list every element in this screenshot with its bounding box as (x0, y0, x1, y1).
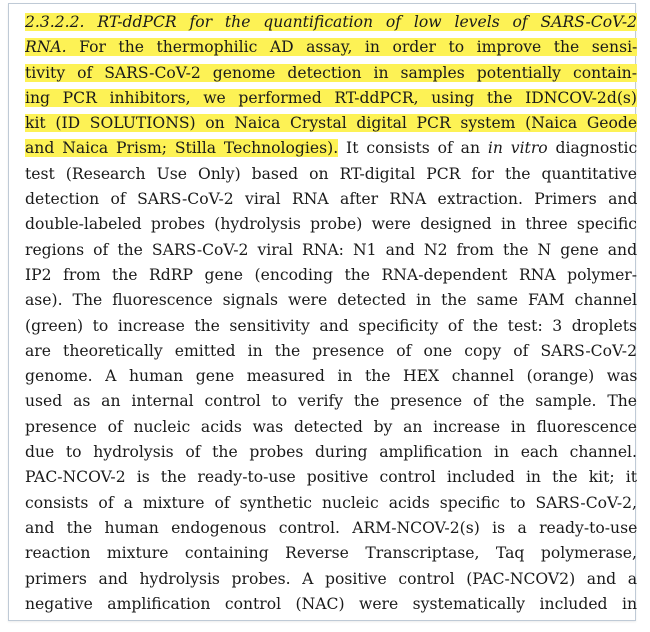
highlighted-text: 2.3.2.2. RT-ddPCR for the quantification of low levels of SARS-CoV-2 (25, 13, 637, 31)
text-run: genome. A human gene measured in the HEX channel (orange) was (25, 367, 637, 386)
text-line (25, 567, 637, 592)
text-run: due to hydrolysis of the probes during amplification in each channel. (25, 443, 637, 462)
text-run: regions of the SARS-CoV-2 viral RNA: N1 and N2 from the N gene and (25, 240, 637, 259)
text-run: test (Research Use Only) based on RT-digital PCR for the quantitative (25, 164, 637, 183)
text-run: are theoretically emitted in the presence of one copy of SARS-CoV-2 (25, 341, 637, 360)
highlighted-text: tivity of SARS-CoV-2 genome detection in samples potentially contain- (25, 63, 637, 82)
text-line (25, 339, 637, 364)
text-line (25, 440, 637, 465)
text-line (25, 389, 637, 414)
text-run: (green) to increase the sensitivity and specificity of the test: 3 droplets (25, 316, 637, 335)
text-run: ase). The fluorescence signals were detected in the same FAM channel (25, 291, 637, 310)
highlighted-text: ing PCR inhibitors, we performed RT-ddPCR, using the IDNCOV-2d(s) (25, 88, 637, 107)
text-line (25, 592, 637, 617)
text-line (25, 415, 637, 440)
text-run: consists of a mixture of synthetic nucleic acids specific to SARS-CoV-2, (25, 493, 637, 512)
text-line (25, 288, 637, 313)
text-line (25, 187, 637, 212)
text-line (25, 314, 637, 339)
text-line (25, 465, 637, 490)
text-run: double-labeled probes (hydrolysis probe) were designed in three specific (25, 215, 637, 234)
text-line (25, 238, 637, 263)
text-line (25, 263, 637, 288)
text-run: It consists of an (338, 139, 488, 158)
highlighted-text: and Naica Prism; Stilla Technologies). (25, 139, 339, 158)
document-page (8, 3, 636, 621)
text-line (25, 541, 637, 566)
text-run: reaction mixture containing Reverse Transcriptase, Taq polymerase, (25, 544, 637, 563)
document-text-block (25, 10, 637, 617)
text-run: primers and hydrolysis probes. A positive control (PAC-NCOV2) and a (25, 569, 637, 588)
italic-text: in vitro (487, 139, 548, 158)
text-run: IP2 from the RdRP gene (encoding the RNA-dependent RNA polymer- (25, 265, 637, 284)
text-line (25, 35, 637, 60)
highlighted-text: kit (ID SOLUTIONS) on Naica Crystal digital PCR system (Naica Geode (25, 114, 637, 133)
text-run: and the human endogenous control. ARM-NCOV-2(s) is a ready-to-use (25, 518, 637, 537)
text-line (25, 364, 637, 389)
section-heading-line (25, 10, 637, 35)
text-line (25, 516, 637, 541)
text-line (25, 86, 637, 111)
text-run: diagnostic (547, 139, 637, 158)
text-run: PAC-NCOV-2 is the ready-to-use positive control included in the kit; it (25, 468, 637, 487)
text-line (25, 162, 637, 187)
text-run: used as an internal control to verify the presence of the sample. The (25, 392, 637, 411)
text-line (25, 491, 637, 516)
text-line (25, 61, 637, 86)
text-line (25, 136, 637, 161)
text-line (25, 111, 637, 136)
text-line (25, 212, 637, 237)
text-run: negative amplification control (NAC) were systematically included in (25, 594, 637, 613)
highlighted-text: For the thermophilic AD assay, in order to improve the sensi- (66, 38, 637, 57)
highlighted-text: RNA. (25, 38, 67, 57)
text-run: detection of SARS-CoV-2 viral RNA after RNA extraction. Primers and (25, 190, 637, 209)
text-run: presence of nucleic acids was detected by an increase in fluorescence (25, 417, 637, 436)
